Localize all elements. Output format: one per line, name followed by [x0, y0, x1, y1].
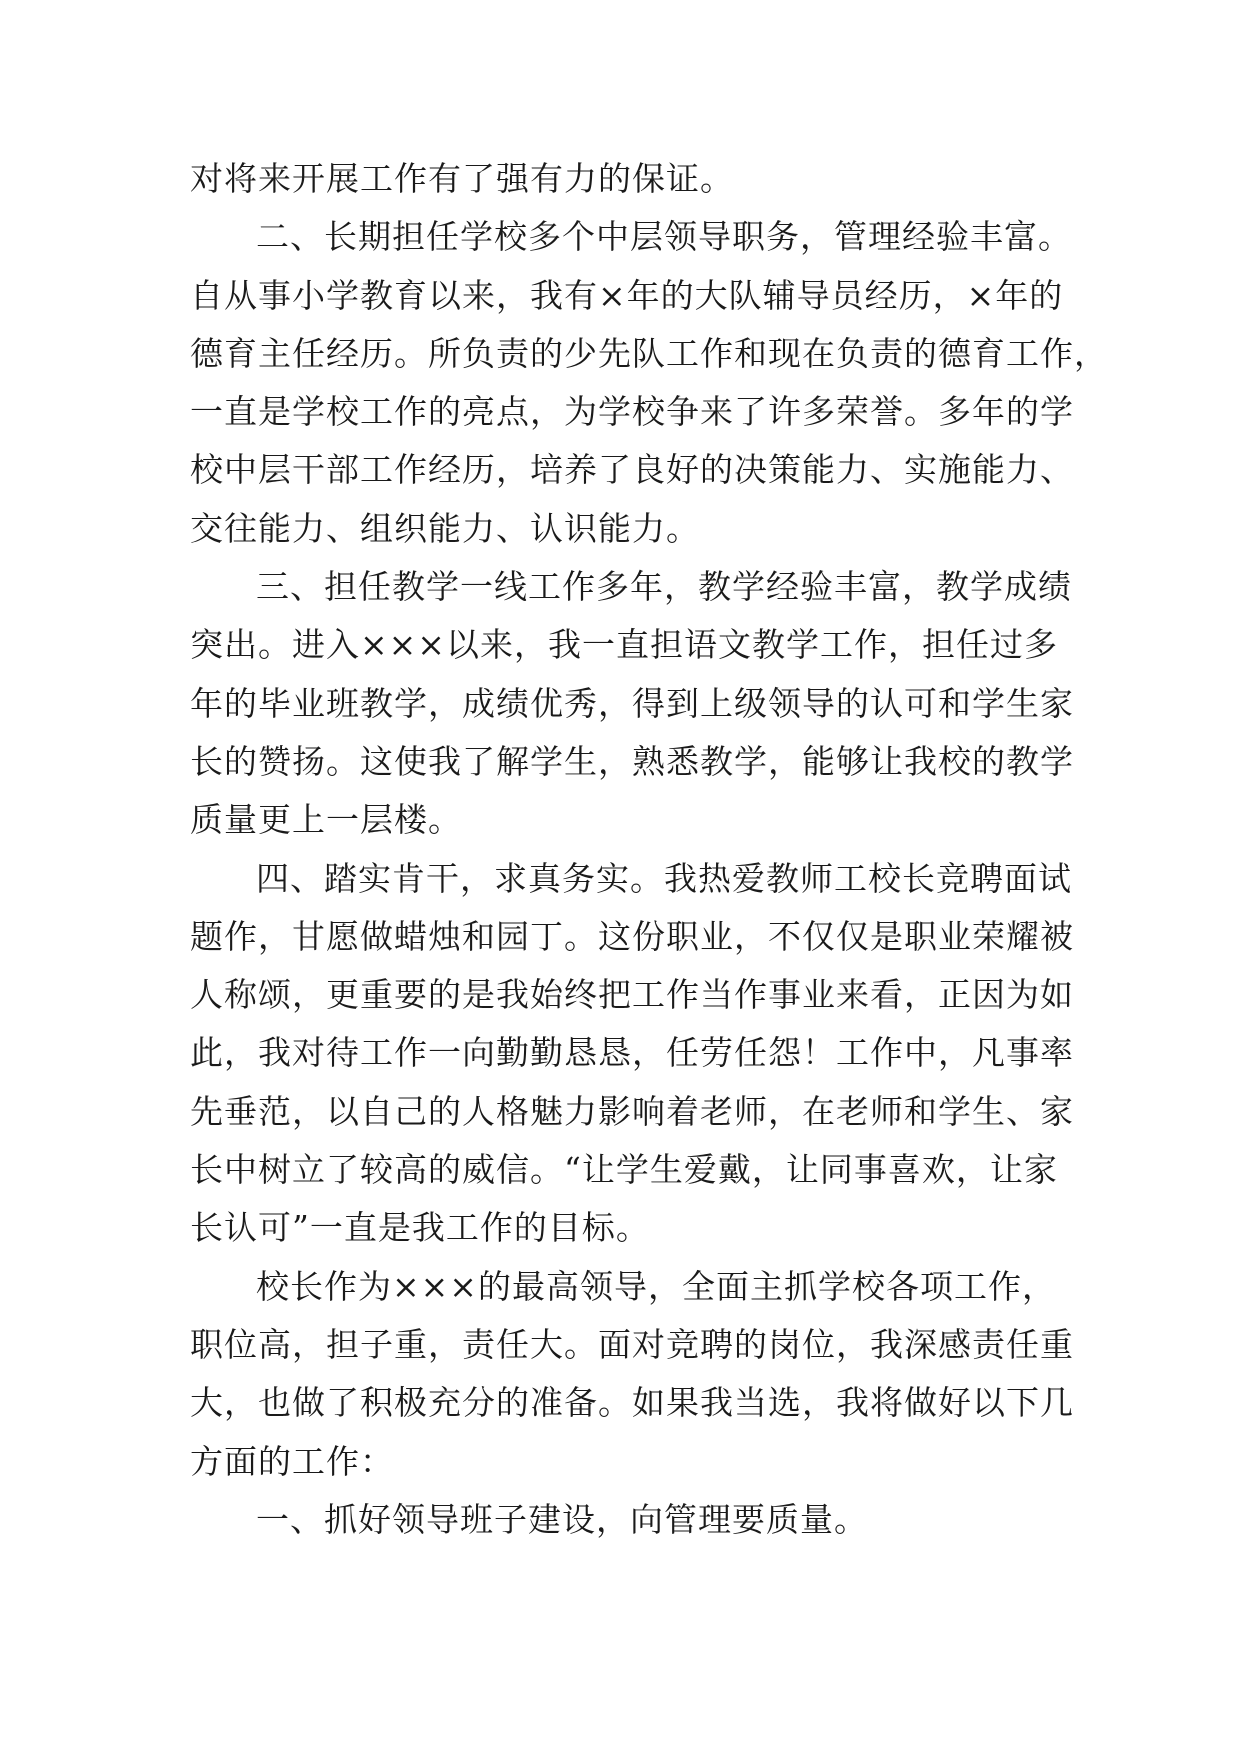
text-line: 年的毕业班教学，成绩优秀，得到上级领导的认可和学生家: [190, 683, 1074, 723]
text-line: 交往能力、组织能力、认识能力。: [190, 508, 700, 548]
text-line: 一直是学校工作的亮点，为学校争来了许多荣誉。多年的学: [190, 392, 1074, 432]
text-line: 四、踏实肯干，求真务实。我热爱教师工校长竞聘面试: [256, 858, 1072, 898]
text-line: 职位高，担子重，责任大。面对竞聘的岗位，我深感责任重: [190, 1324, 1074, 1364]
text-line: 大，也做了积极充分的准备。如果我当选，我将做好以下几: [190, 1383, 1074, 1423]
text-line: 校中层干部工作经历，培养了良好的决策能力、实施能力、: [190, 450, 1074, 490]
text-line: 长认可”一直是我工作的目标。: [190, 1208, 650, 1248]
text-line: 方面的工作：: [190, 1441, 394, 1481]
text-line: 长中树立了较高的威信。“让学生爱戴，让同事喜欢，让家: [190, 1150, 1058, 1190]
text-line: 二、长期担任学校多个中层领导职务，管理经验丰富。: [256, 217, 1072, 257]
text-line: 校长作为×××的最高领导，全面主抓学校各项工作，: [256, 1266, 1056, 1306]
text-line: 长的赞扬。这使我了解学生，熟悉教学，能够让我校的教学: [190, 741, 1074, 781]
text-line: 题作，甘愿做蜡烛和园丁。这份职业，不仅仅是职业荣耀被: [190, 916, 1074, 956]
text-line: 人称颂，更重要的是我始终把工作当作事业来看，正因为如: [190, 975, 1074, 1015]
text-line: 自从事小学教育以来，我有×年的大队辅导员经历，×年的: [190, 275, 1064, 315]
text-line: 三、担任教学一线工作多年，教学经验丰富，教学成绩: [256, 567, 1072, 607]
text-line: 先垂范，以自己的人格魅力影响着老师，在老师和学生、家: [190, 1091, 1074, 1131]
text-line: 此，我对待工作一向勤勤恳恳，任劳任怨！工作中，凡事率: [190, 1033, 1074, 1073]
text-line: 突出。进入×××以来，我一直担语文教学工作，担任过多: [190, 625, 1058, 665]
text-line: 德育主任经历。所负责的少先队工作和现在负责的德育工作，: [190, 333, 1108, 373]
document-body: [190, 150, 1108, 1549]
text-line: 对将来开展工作有了强有力的保证。: [190, 159, 734, 198]
text-line: 一、抓好领导班子建设，向管理要质量。: [256, 1499, 868, 1539]
text-line: 质量更上一层楼。: [190, 800, 462, 840]
